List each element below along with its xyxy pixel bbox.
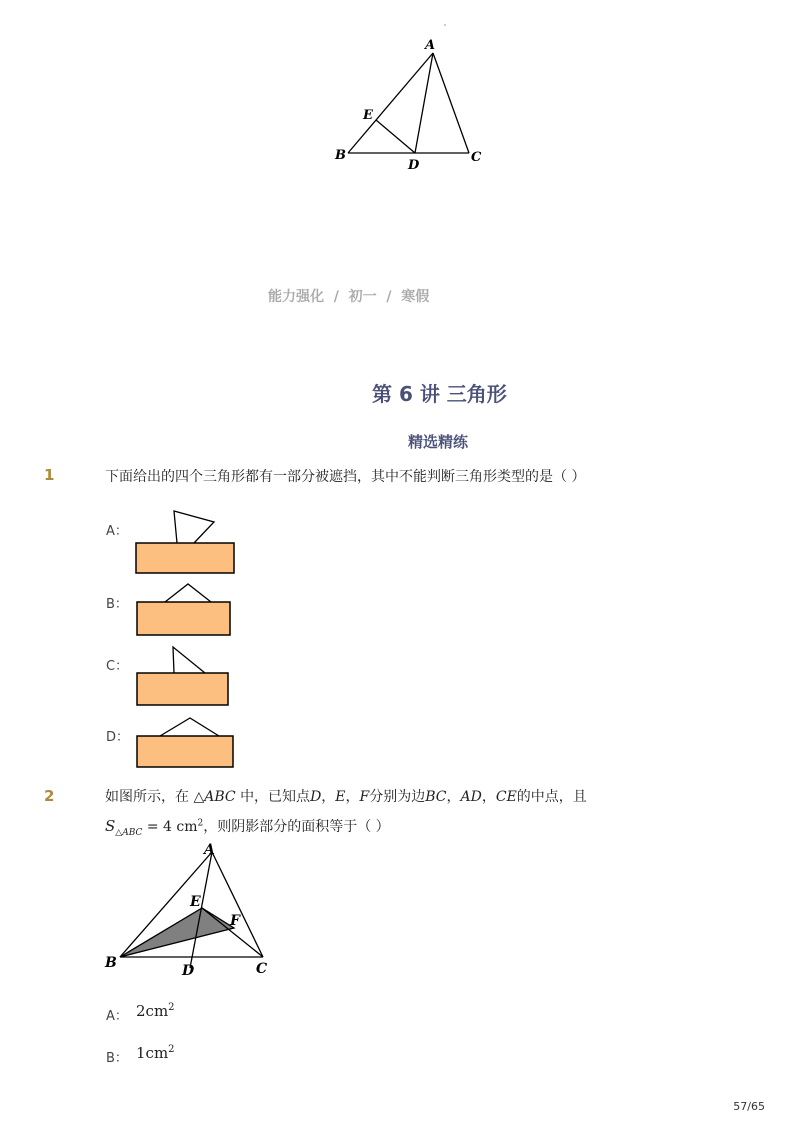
- label-d: D: [408, 158, 420, 173]
- cover-rect-c: [137, 673, 228, 705]
- segment-ad: [415, 53, 433, 153]
- label-f: F: [230, 913, 240, 929]
- q1-option-a-figure[interactable]: [130, 506, 242, 578]
- label-c: C: [471, 150, 482, 165]
- q1-option-c-figure[interactable]: [130, 640, 242, 712]
- q1-option-c-label[interactable]: C：: [106, 659, 129, 674]
- label-d: D: [182, 963, 195, 979]
- label-c: C: [256, 961, 268, 977]
- label-a: A: [204, 842, 215, 858]
- section-heading: 精选精练: [408, 433, 469, 451]
- label-e: E: [190, 894, 201, 910]
- cover-rect-d: [137, 736, 233, 767]
- q2-option-a-value[interactable]: $2cm^2$: [136, 1002, 175, 1020]
- question-2-number: 2: [44, 787, 55, 805]
- triangle-b: [165, 584, 211, 602]
- breadcrumb: 能力强化 / 初一 / 寒假: [268, 289, 430, 305]
- triangle-c: [173, 647, 205, 673]
- question-1-text: 下面给出的四个三角形都有一部分被遮挡，其中不能判断三角形类型的是（ ）: [105, 469, 586, 485]
- q2-option-b-label[interactable]: B：: [106, 1051, 128, 1066]
- page-number: 57/65: [733, 1100, 765, 1113]
- q1-option-d-figure[interactable]: [130, 710, 242, 772]
- top-triangle-figure: [330, 20, 500, 175]
- question-2-line-1: 如图所示，在 △ABC 中，已知点D，E，F分别为边BC，AD，CE的中点，且: [105, 789, 587, 805]
- label-a: A: [425, 38, 436, 53]
- q2-option-a-label[interactable]: A：: [106, 1009, 128, 1024]
- q2-option-b-value[interactable]: $1cm^2$: [136, 1044, 175, 1062]
- triangle-a: [174, 511, 214, 543]
- question-2-line-2: $S_{\triangle ABC} = 4$ $cm^2$，则阴影部分的面积等于（ ）: [105, 817, 390, 838]
- segment-ed: [376, 120, 415, 153]
- q1-option-d-label[interactable]: D：: [106, 730, 130, 745]
- label-b: B: [335, 148, 346, 163]
- side-ab: [348, 53, 433, 153]
- label-b: B: [105, 955, 117, 971]
- side-ac: [212, 852, 263, 957]
- side-ac: [433, 53, 469, 153]
- q1-option-b-label[interactable]: B：: [106, 597, 128, 612]
- cover-rect-b: [137, 602, 230, 635]
- label-e: E: [363, 108, 373, 123]
- cover-rect-a: [136, 543, 234, 573]
- question-1-number: 1: [44, 466, 55, 484]
- lecture-title: 第 6 讲 三角形: [372, 382, 507, 406]
- segment-ad: [190, 852, 212, 968]
- shaded-triangle-bef: [120, 908, 234, 957]
- q1-option-a-label[interactable]: A：: [106, 524, 128, 539]
- q1-option-b-figure[interactable]: [130, 578, 242, 642]
- q2-triangle-figure: [100, 838, 280, 980]
- triangle-d: [160, 718, 219, 736]
